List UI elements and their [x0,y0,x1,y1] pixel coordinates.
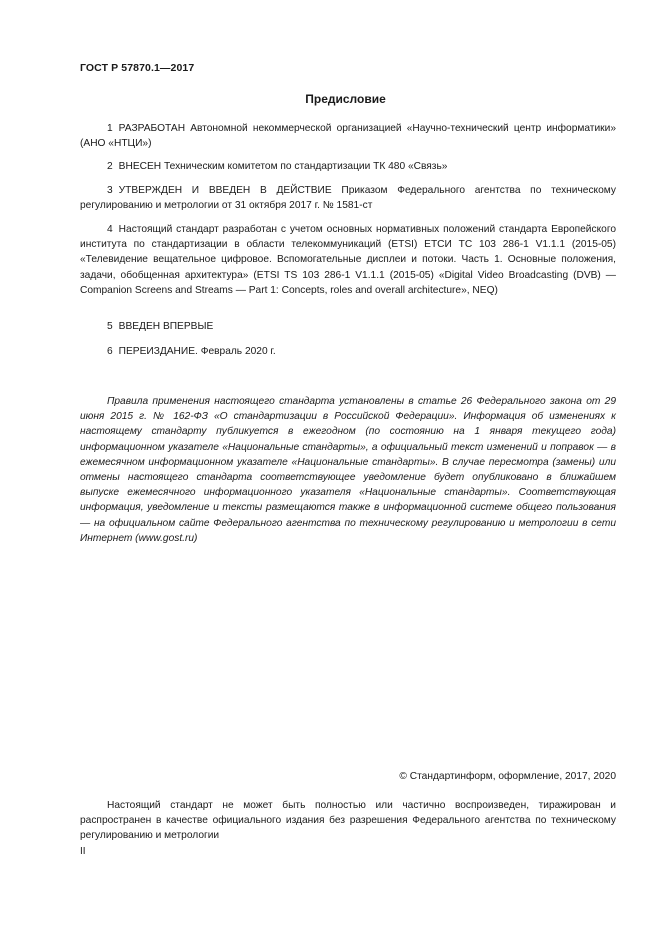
page-number: II [80,846,86,857]
foreword-item-1 [80,121,616,151]
item-text: Техническим комитетом по стандартизации ТК 480 «Связь» [163,161,448,172]
item-label: ВВЕДЕН ВПЕРВЫЕ [118,321,214,332]
foreword-item-4 [80,222,616,298]
item-number: 1 [107,123,113,134]
item-label: ВНЕСЕН [118,161,162,172]
section-heading: Предисловие [305,92,386,106]
item-text: Февраль 2020 г. [200,346,276,357]
reproduction-notice: Настоящий стандарт не может быть полностью или частично воспроизведен, тиражирован и распространен в качестве официального издания без разрешения Федерального агентства по техническому регулированию и метрологии [80,800,616,842]
item-label: РАЗРАБОТАН [118,123,186,134]
item-label: УТВЕРЖДЕН И ВВЕДЕН В ДЕЙСТВИЕ [118,185,332,196]
foreword-item-5 [80,319,616,334]
item-label: ПЕРЕИЗДАНИЕ. [118,346,198,357]
item-text: Приказом Федерального агентства по техническому регулированию и метрологии от 31 октября 2017 г. № 1581-ст [80,185,616,212]
item-number: 3 [107,185,113,196]
item-text: Автономной некоммерческой организацией «Научно-технический центр информатики» (АНО «НТЦИ») [80,123,616,150]
standard-application-notice: Правила применения настоящего стандарта установлены в статье 26 Федерального закона от 29 июня 2015 г. № 162-ФЗ «О стандартизации в Российской Федерации». Информация об изменениях к настоящему стандарту публикуется в ежегодном (по состоянию на 1 января текущего года) информационном указателе «Национальные стандарты», а официальный текст изменений и поправок — в ежемесячном информационном указателе «Национальные стандарты». В случае пересмотра (замены) или отмены настоящего стандарта соответствующее уведомление будет опубликовано в ближайшем выпуске ежемесячного информационного указателя «Национальные стандарты». Соответствующая информация, уведомление и тексты размещаются также в информационной системе общего пользования — на официальном сайте Федерального агентства по техническому регулированию и метрологии в сети Интернет (www.gost.ru) [80,396,616,544]
foreword-item-3 [80,183,616,213]
item-number: 5 [107,321,113,332]
item-number: 6 [107,346,113,357]
foreword-item-6 [80,344,616,359]
item-text: Настоящий стандарт разработан с учетом основных нормативных положений стандарта Европейского института по стандартизации в области телекоммуникаций (ETSI) ЕТСИ TC 103 286-1 V1.1.1 (2015-05) «Телевидение вещательное цифровое. Вспомогательные дисплеи и потоки. Часть 1. Основные положения, задачи, обобщенная архитектура» (ETSI TS 103 286-1 V1.1.1 (2015-05) «Digital Video Broadcasting (DVB) — Companion Screens and Streams — Part 1: Concepts, roles and overall architecture», NEQ) [80,224,616,296]
document-code: ГОСТ Р 57870.1—2017 [80,62,195,74]
foreword-item-2 [80,159,616,174]
item-number: 2 [107,161,113,172]
copyright-line: © Стандартинформ, оформление, 2017, 2020 [399,771,616,782]
divider [80,786,616,787]
item-number: 4 [107,224,113,235]
